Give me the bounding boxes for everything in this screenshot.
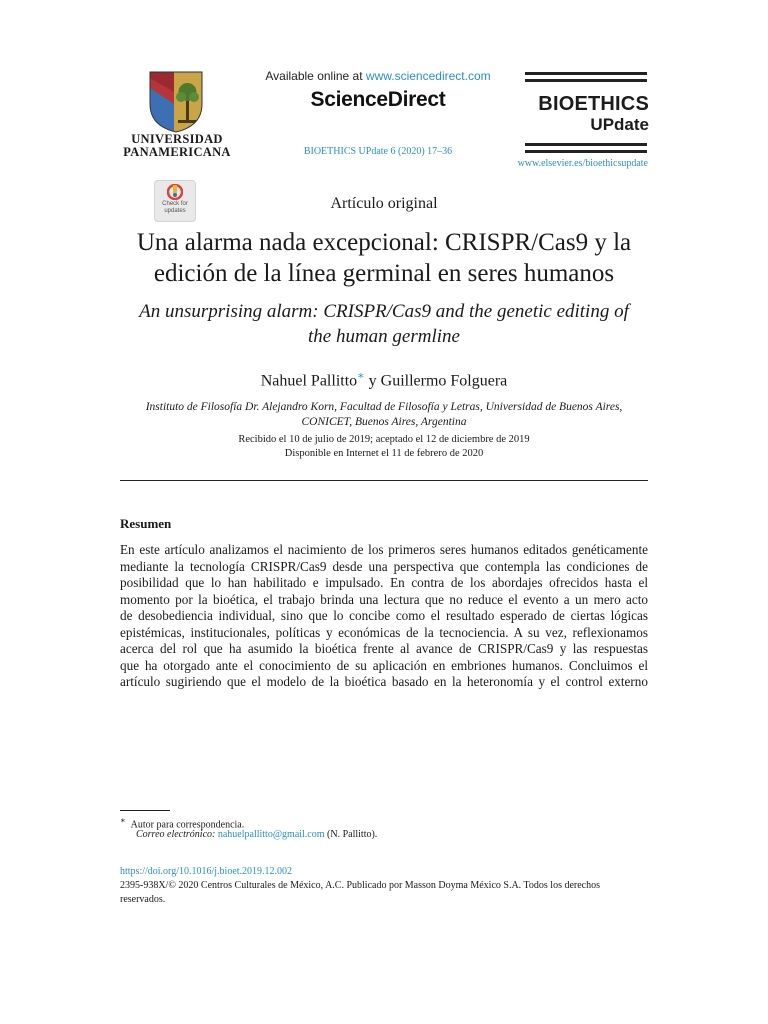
- affiliation-line1: Instituto de Filosofía Dr. Alejandro Korn, Facultad de Filosofía y Letras, Universidad de Buenos Aires,: [145, 401, 623, 413]
- author-1: Nahuel Pallitto: [260, 372, 358, 390]
- abstract-line: momento por la bioética, el trabajo brinda una lectura que no reduce el evento a un mero acto: [120, 591, 648, 607]
- header-rule-2: [525, 79, 647, 82]
- available-online-text: [258, 69, 498, 83]
- section-divider: [120, 480, 648, 481]
- abstract-line: artículo sugiriendo que el modelo de la bioética basado en la heteronomía y el control externo: [120, 674, 648, 689]
- available-prefix: Available online at: [265, 69, 366, 83]
- abstract-line: epistémicas, institucionales, políticas y económicas de la tecnociencia. A su vez, reflexionamos: [120, 624, 648, 640]
- abstract-body: [120, 542, 648, 691]
- header-rule-3: [525, 143, 647, 146]
- university-name-line2: PANAMERICANA: [123, 145, 231, 159]
- abstract-line: mediante la tecnología CRISPR/Cas9 desde una perspectiva que contempla las condiciones de: [120, 558, 648, 574]
- footnote-mark: ∗: [120, 816, 126, 825]
- received-accepted-dates: Recibido el 10 de julio de 2019; aceptado el 12 de diciembre de 2019: [238, 434, 530, 445]
- copyright-line1: 2395-938X/© 2020 Centros Culturales de México, A.C. Publicado por Masson Doyma México S.A. Todos los derechos: [120, 880, 600, 891]
- email-label: Correo electrónico:: [136, 829, 216, 840]
- authors: [0, 369, 768, 390]
- university-shield-icon: [118, 70, 236, 134]
- author-conjunction: y: [364, 372, 381, 390]
- footnote-email: [136, 829, 377, 840]
- university-name-line1: UNIVERSIDAD: [131, 132, 223, 146]
- header-rule-1: [525, 72, 647, 75]
- title-spanish-line2: edición de la línea germinal en seres humanos: [153, 260, 615, 287]
- doi-link[interactable]: https://doi.org/10.1016/j.bioet.2019.12.002: [120, 866, 293, 877]
- abstract-heading: Resumen: [120, 516, 172, 531]
- check-label-line2: updates: [164, 208, 186, 214]
- abstract-line: de desobediencia individual, sino que lo concibe como el resultado esperado de ciertas lógicas: [120, 608, 648, 623]
- author-2: Guillermo Folguera: [380, 372, 508, 390]
- title-english-line1: An unsurprising alarm: CRISPR/Cas9 and the genetic editing of: [139, 301, 629, 322]
- email-suffix: (N. Pallitto).: [324, 829, 378, 840]
- check-label-line1: Check for: [162, 201, 188, 207]
- abstract-line: que ha otorgado ante el conocimiento de su aplicación en embriones humanos. Concluimos el: [120, 657, 648, 673]
- header-rule-4: [525, 150, 647, 153]
- sciencedirect-link[interactable]: www.sciencedirect.com: [365, 69, 491, 83]
- journal-citation: BIOETHICS UPdate 6 (2020) 17–36: [303, 146, 453, 157]
- affiliation-line2: CONICET, Buenos Aires, Argentina: [301, 416, 467, 428]
- footnote-rule: [120, 810, 170, 811]
- footnote-corresponding-text: Autor para correspondencia.: [130, 819, 245, 831]
- online-date: Disponible en Internet el 11 de febrero de 2020: [284, 448, 484, 459]
- journal-url-link[interactable]: www.elsevier.es/bioethicsupdate: [517, 158, 648, 169]
- abstract-line: posibilidad que lo han habilitado e impulsado. En contra de los abordajes ofrecidos hasta el: [120, 575, 648, 590]
- sciencedirect-brand: ScienceDirect: [310, 88, 446, 111]
- author-email-link[interactable]: nahuelpallitto@gmail.com: [217, 829, 325, 840]
- title-english-line2: the human germline: [308, 326, 460, 347]
- journal-name-line1: BIOETHICS: [538, 93, 649, 115]
- journal-name-line2: UPdate: [590, 115, 649, 134]
- corresponding-author-mark[interactable]: ∗: [357, 370, 365, 382]
- article-type: Artículo original: [330, 195, 438, 212]
- copyright-line2: reservados.: [120, 894, 166, 905]
- abstract-line: En este artículo analizamos el nacimiento de los primeros seres humanos editados genéticamente: [120, 542, 648, 557]
- abstract-line: acerca del rol que ha asumido la bioética frente al avance de CRISPR/Cas9 y las respuestas: [120, 641, 648, 656]
- title-spanish-line1: Una alarma nada excepcional: CRISPR/Cas9 y la: [136, 229, 632, 256]
